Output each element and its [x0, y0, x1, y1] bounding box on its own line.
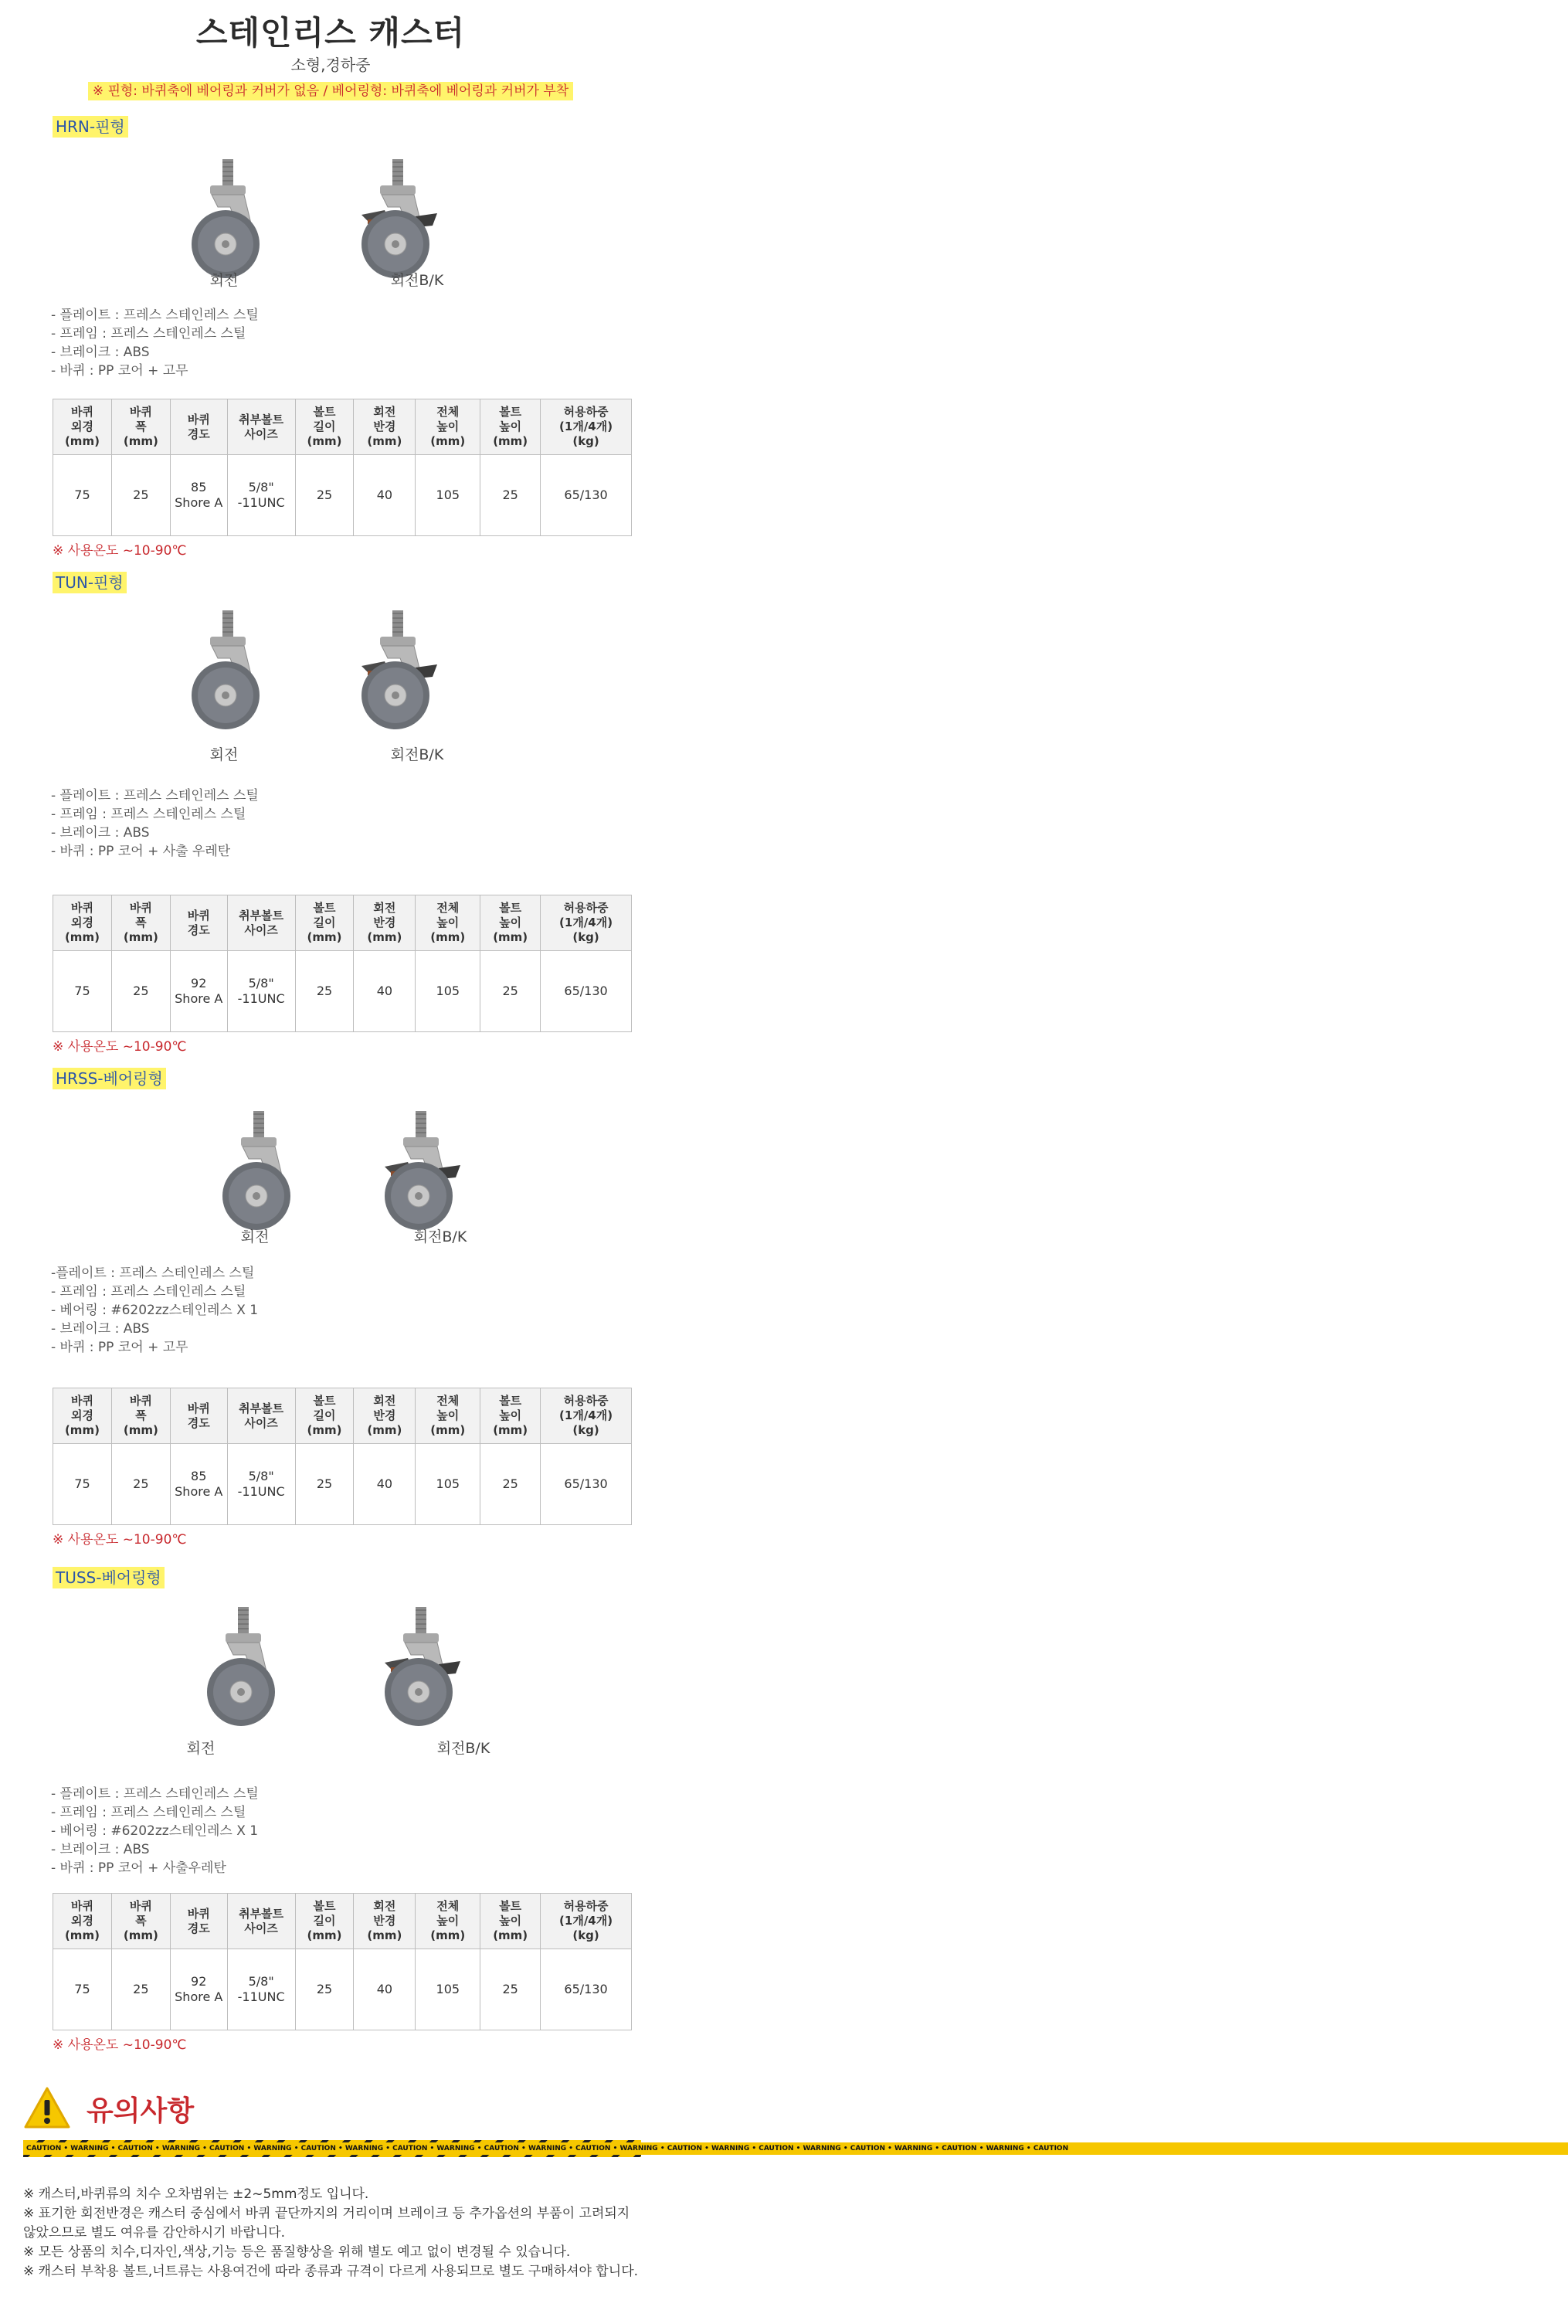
- spec-line: - 바퀴 : PP 코어 + 고무: [51, 1340, 188, 1355]
- table-header-cell: 회전 반경 (mm): [354, 399, 416, 455]
- table-header-cell: 전체 높이 (mm): [416, 895, 480, 951]
- table-header-cell: 허용하중 (1개/4개) (kg): [541, 1388, 632, 1444]
- table-row: [53, 455, 632, 536]
- table-cell: 105: [416, 1444, 480, 1525]
- table-cell: 105: [416, 1949, 480, 2030]
- table-header-cell: 바퀴 폭 (mm): [111, 895, 170, 951]
- caster-brake-image: [340, 604, 456, 743]
- table-cell: 40: [354, 455, 416, 536]
- table-header-cell: 바퀴 경도: [170, 399, 227, 455]
- table-header-cell: 바퀴 경도: [170, 1894, 227, 1949]
- table-header-cell: 바퀴 경도: [170, 1388, 227, 1444]
- spec-table: [53, 1388, 632, 1525]
- table-cell: 40: [354, 1949, 416, 2030]
- temperature-note: ※ 사용온도 ~10-90℃: [53, 1039, 187, 1055]
- table-cell: 25: [295, 455, 354, 536]
- spec-table: [53, 1893, 632, 2030]
- table-header-cell: 바퀴 외경 (mm): [53, 1388, 112, 1444]
- table-header-cell: 바퀴 폭 (mm): [111, 1388, 170, 1444]
- table-cell: 5/8" -11UNC: [227, 951, 295, 1032]
- caution-tape: [23, 2140, 1069, 2157]
- table-header-row: [53, 1894, 632, 1949]
- spec-line: - 플레이트 : 프레스 스테인레스 스틸: [51, 788, 259, 804]
- caption-swivel: 회전: [209, 746, 239, 763]
- caution-note: ※ 표기한 회전반경은 캐스터 중심에서 바퀴 끝단까지의 거리이며 브레이크 등 추가옵션의 부품이 고려되지 않았으므로 별도 여유를 감안하시기 바랍니다.: [23, 2206, 630, 2241]
- caster-photo-brake: [363, 1105, 479, 1244]
- table-header-cell: 허용하중 (1개/4개) (kg): [541, 399, 632, 455]
- spec-line: - 플레이트 : 프레스 스테인레스 스틸: [51, 307, 259, 323]
- section-title: HRN-핀형: [53, 116, 128, 138]
- table-header-cell: 회전 반경 (mm): [354, 895, 416, 951]
- table-cell: 25: [111, 1949, 170, 2030]
- table-cell: 75: [53, 1949, 112, 2030]
- table-header-cell: 바퀴 외경 (mm): [53, 399, 112, 455]
- caption-swivel: 회전: [186, 1740, 216, 1757]
- table-header-cell: 전체 높이 (mm): [416, 399, 480, 455]
- caster-photo-swivel: [185, 1601, 301, 1740]
- caster-swivel-image: [185, 1601, 301, 1740]
- table-cell: 65/130: [541, 1949, 632, 2030]
- table-header-cell: 바퀴 폭 (mm): [111, 1894, 170, 1949]
- table-cell: 105: [416, 455, 480, 536]
- spec-list: [51, 1264, 258, 1357]
- section-title: TUN-핀형: [53, 572, 127, 593]
- table-cell: 25: [480, 1444, 541, 1525]
- page-title: 스테인리스 캐스터: [195, 14, 466, 52]
- type-note: [0, 80, 661, 99]
- table-cell: 85 Shore A: [170, 455, 227, 536]
- table-cell: 25: [111, 1444, 170, 1525]
- caster-photo-swivel: [201, 1105, 317, 1244]
- spec-list: [51, 1785, 259, 1877]
- spec-line: - 브레이크 : ABS: [51, 825, 150, 841]
- caution-tape-text: CAUTION • WARNING • CAUTION • WARNING • CAUTION • WARNING • CAUTION • WARNING • CAUTION • WARNING • CAUTION • WARNING • CAUTION • WARNING • CAUTION • WARNING • CAUTION • WARNING • CAUTION • WARNING • CAUTION • WARNING • CAUTION: [23, 2142, 1568, 2155]
- spec-table: [53, 399, 632, 536]
- table-cell: 105: [416, 951, 480, 1032]
- table-header-cell: 볼트 길이 (mm): [295, 895, 354, 951]
- spec-line: - 프레임 : 프레스 스테인레스 스틸: [51, 1284, 246, 1300]
- table-header-cell: 회전 반경 (mm): [354, 1894, 416, 1949]
- table-header-cell: 전체 높이 (mm): [416, 1894, 480, 1949]
- table-header-cell: 전체 높이 (mm): [416, 1388, 480, 1444]
- table-header-cell: 허용하중 (1개/4개) (kg): [541, 895, 632, 951]
- page-subtitle: 소형,경하중: [290, 56, 371, 74]
- table-cell: 25: [295, 1444, 354, 1525]
- caster-swivel-image: [170, 604, 286, 743]
- caution-title: 유의사항: [87, 2095, 195, 2127]
- caption-swivel: 회전: [209, 272, 239, 289]
- table-cell: 25: [480, 1949, 541, 2030]
- caption-brake: 회전B/K: [390, 746, 444, 763]
- table-row: [53, 1444, 632, 1525]
- table-cell: 5/8" -11UNC: [227, 1444, 295, 1525]
- spec-line: - 프레임 : 프레스 스테인레스 스틸: [51, 326, 246, 341]
- table-header-cell: 바퀴 경도: [170, 895, 227, 951]
- spec-list: [51, 787, 259, 861]
- caption-brake: 회전B/K: [436, 1740, 490, 1757]
- table-header-cell: 취부볼트 사이즈: [227, 1894, 295, 1949]
- table-header-cell: 회전 반경 (mm): [354, 1388, 416, 1444]
- table-header-cell: 취부볼트 사이즈: [227, 1388, 295, 1444]
- table-header-cell: 볼트 높이 (mm): [480, 399, 541, 455]
- caption-brake: 회전B/K: [413, 1228, 467, 1245]
- spec-line: - 베어링 : #6202zz스테인레스 X 1: [51, 1303, 259, 1318]
- caster-photo-swivel: [170, 604, 286, 743]
- spec-line: - 베어링 : #6202zz스테인레스 X 1: [51, 1823, 259, 1839]
- table-header-cell: 볼트 길이 (mm): [295, 1388, 354, 1444]
- caster-photo-brake: [363, 1601, 479, 1740]
- table-header-row: [53, 895, 632, 951]
- caption-brake: 회전B/K: [390, 272, 444, 289]
- spec-line: - 브레이크 : ABS: [51, 345, 150, 360]
- spec-line: -플레이트 : 프레스 스테인레스 스틸: [51, 1266, 255, 1281]
- caution-notes: [23, 2185, 641, 2282]
- spec-line: - 바퀴 : PP 코어 + 고무: [51, 363, 188, 379]
- table-cell: 75: [53, 951, 112, 1032]
- table-header-cell: 볼트 높이 (mm): [480, 1388, 541, 1444]
- table-cell: 65/130: [541, 1444, 632, 1525]
- table-header-cell: 바퀴 폭 (mm): [111, 399, 170, 455]
- table-cell: 25: [480, 951, 541, 1032]
- caster-photo-brake: [340, 604, 456, 743]
- table-cell: 5/8" -11UNC: [227, 1949, 295, 2030]
- warning-icon: [23, 2086, 71, 2129]
- table-row: [53, 1949, 632, 2030]
- table-cell: 25: [111, 951, 170, 1032]
- table-row: [53, 951, 632, 1032]
- table-cell: 40: [354, 951, 416, 1032]
- table-header-cell: 바퀴 외경 (mm): [53, 1894, 112, 1949]
- spec-line: - 브레이크 : ABS: [51, 1321, 150, 1337]
- table-cell: 75: [53, 455, 112, 536]
- table-header-cell: 취부볼트 사이즈: [227, 895, 295, 951]
- caution-note: ※ 캐스터 부착용 볼트,너트류는 사용여건에 따라 종류과 규격이 다르게 사용되므로 별도 구매하셔야 합니다.: [23, 2264, 639, 2279]
- caster-brake-image: [363, 1105, 479, 1244]
- temperature-note: ※ 사용온도 ~10-90℃: [53, 543, 187, 559]
- table-header-cell: 바퀴 외경 (mm): [53, 895, 112, 951]
- table-cell: 65/130: [541, 455, 632, 536]
- caster-brake-image: [363, 1601, 479, 1740]
- table-header-row: [53, 1388, 632, 1444]
- table-cell: 5/8" -11UNC: [227, 455, 295, 536]
- table-header-cell: 볼트 길이 (mm): [295, 399, 354, 455]
- table-cell: 65/130: [541, 951, 632, 1032]
- spec-line: - 바퀴 : PP 코어 + 사출우레탄: [51, 1860, 226, 1876]
- table-header-cell: 볼트 높이 (mm): [480, 895, 541, 951]
- spec-list: [51, 306, 259, 380]
- temperature-note: ※ 사용온도 ~10-90℃: [53, 2037, 187, 2053]
- table-header-cell: 볼트 높이 (mm): [480, 1894, 541, 1949]
- section-title: HRSS-베어링형: [53, 1068, 166, 1089]
- table-cell: 25: [111, 455, 170, 536]
- spec-line: - 브레이크 : ABS: [51, 1842, 150, 1857]
- spec-line: - 프레임 : 프레스 스테인레스 스틸: [51, 1805, 246, 1820]
- caption-swivel: 회전: [240, 1228, 270, 1245]
- table-header-cell: 볼트 길이 (mm): [295, 1894, 354, 1949]
- table-cell: 25: [480, 455, 541, 536]
- table-cell: 92 Shore A: [170, 1949, 227, 2030]
- spec-table: [53, 895, 632, 1032]
- spec-line: - 플레이트 : 프레스 스테인레스 스틸: [51, 1786, 259, 1802]
- table-cell: 75: [53, 1444, 112, 1525]
- type-note-text: ※ 핀형: 바퀴축에 베어링과 커버가 없음 / 베어링형: 바퀴축에 베어링과 커버가 부착: [88, 82, 573, 100]
- table-cell: 92 Shore A: [170, 951, 227, 1032]
- table-cell: 25: [295, 1949, 354, 2030]
- spec-line: - 바퀴 : PP 코어 + 사출 우레탄: [51, 844, 231, 859]
- table-header-cell: 허용하중 (1개/4개) (kg): [541, 1894, 632, 1949]
- caution-note: ※ 모든 상품의 치수,디자인,색상,기능 등은 품질향상을 위해 별도 예고 없이 변경될 수 있습니다.: [23, 2244, 571, 2260]
- table-cell: 85 Shore A: [170, 1444, 227, 1525]
- table-cell: 40: [354, 1444, 416, 1525]
- section-title: TUSS-베어링형: [53, 1567, 165, 1588]
- table-header-row: [53, 399, 632, 455]
- spec-line: - 프레임 : 프레스 스테인레스 스틸: [51, 807, 246, 822]
- temperature-note: ※ 사용온도 ~10-90℃: [53, 1532, 187, 1548]
- caution-note: ※ 캐스터,바퀴류의 치수 오차범위는 ±2~5mm정도 입니다.: [23, 2186, 369, 2202]
- table-cell: 25: [295, 951, 354, 1032]
- caster-swivel-image: [201, 1105, 317, 1244]
- table-header-cell: 취부볼트 사이즈: [227, 399, 295, 455]
